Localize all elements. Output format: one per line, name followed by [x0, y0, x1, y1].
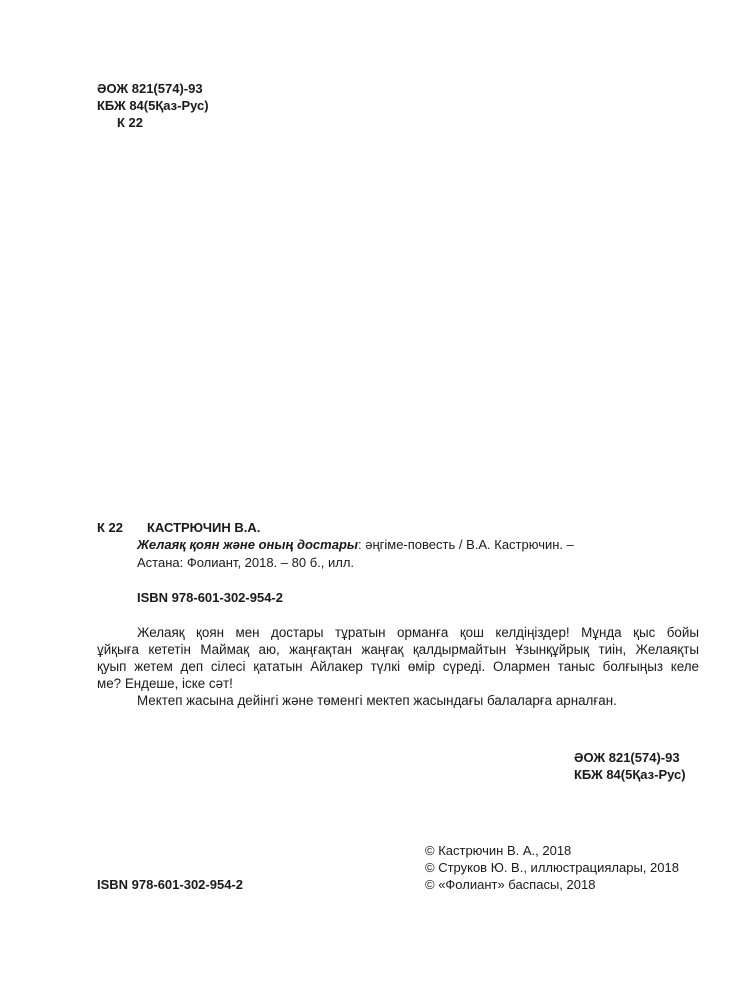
catalog-title-rest: : әңгіме-повесть / В.А. Кастрючин. –: [358, 537, 574, 552]
top-author-mark: К 22: [117, 115, 144, 130]
annotation-paragraph: [97, 624, 699, 692]
catalog-author: КАСТРЮЧИН В.А.: [147, 520, 261, 535]
catalog-title-line: [137, 537, 574, 553]
catalog-author-mark: К 22: [97, 520, 124, 535]
catalog-title: Желаяқ қоян және оның достары: [137, 537, 358, 552]
bottom-udk-code: ӘОЖ 821(574)-93: [574, 750, 680, 765]
copyright-author: © Кастрючин В. А., 2018: [425, 843, 572, 858]
top-bbk-code: КБЖ 84(5Қаз-Рус): [97, 98, 209, 113]
copyright-publisher: © «Фолиант» баспасы, 2018: [425, 877, 596, 892]
annotation-audience: Мектеп жасына дейінгі және төменгі мектеп жасындағы балаларға арналған.: [137, 693, 617, 708]
catalog-isbn: ISBN 978-601-302-954-2: [137, 590, 283, 605]
top-udk-code: ӘОЖ 821(574)-93: [97, 81, 203, 96]
bottom-bbk-code: КБЖ 84(5Қаз-Рус): [574, 767, 686, 782]
annotation-line: Желаяқ қоян мен достары тұратын орманға қош келдіңіздер! Мұнда қыс бойы: [137, 625, 699, 640]
footer-isbn: ISBN 978-601-302-954-2: [97, 877, 243, 892]
catalog-imprint: Астана: Фолиант, 2018. – 80 б., илл.: [137, 555, 355, 570]
annotation-line: ме? Ендеше, іске сәт!: [97, 676, 233, 691]
annotation-line: ұйқыға кететін Маймақ аю, жаңғақтан жаңғақ қалдырмайтын Ұзынқұйрық тиін, Желаяқты: [97, 642, 699, 657]
annotation-line: қуып жетем деп сілесі қататын Айлакер түлкі өмір сүреді. Олармен таныс болғыңыз келе: [97, 659, 699, 674]
copyright-illustrator: © Струков Ю. В., иллюстрациялары, 2018: [425, 860, 679, 875]
